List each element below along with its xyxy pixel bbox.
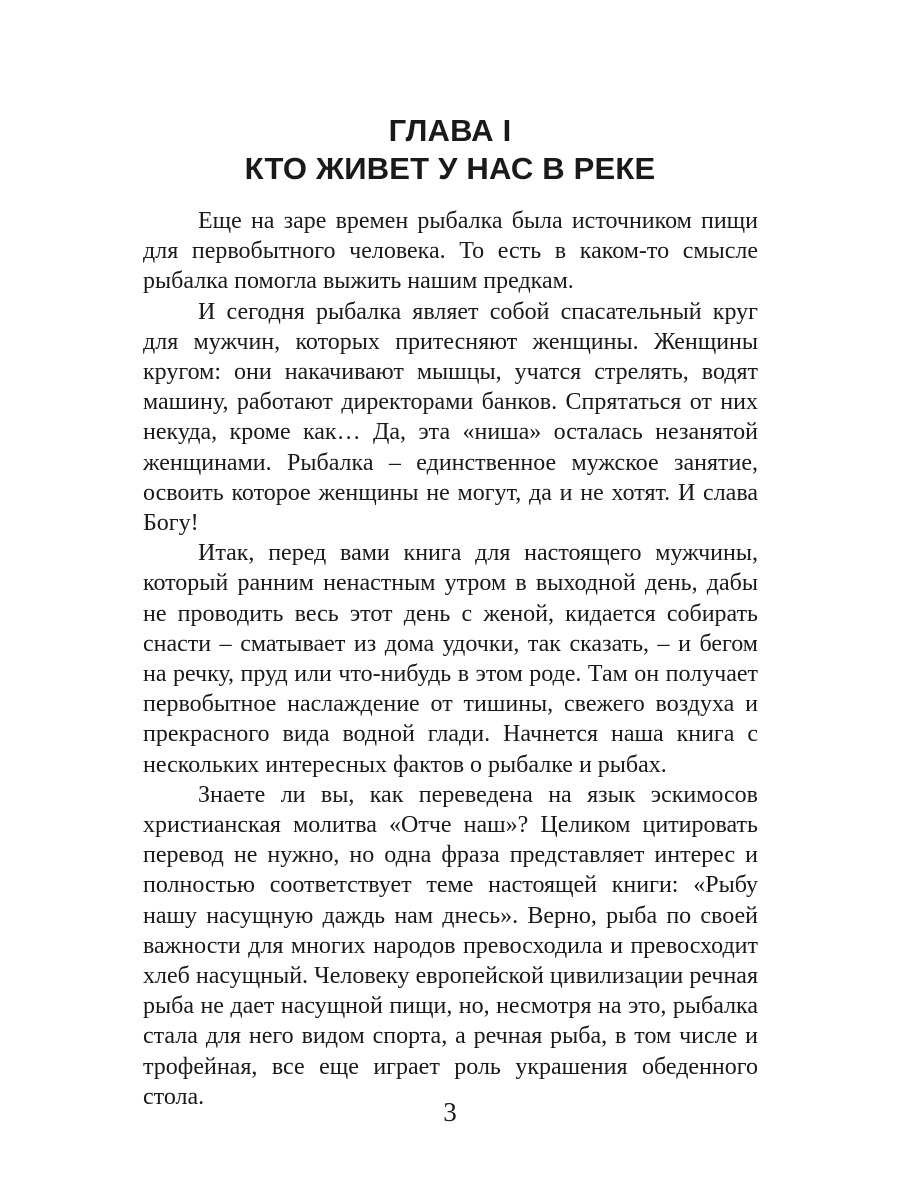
chapter-heading <box>140 112 760 188</box>
paragraph: Итак, перед вами книга для настоящего мужчины, который ранним ненастным утром в выходной день, дабы не проводить весь этот день с женой, кидается собирать снасти – сматывает из дома удочки, так сказать, – и бегом на речку, пруд или что-нибудь в этом роде. Там он получает первобытное наслаждение от тишины, свежего воздуха и прекрасного вида водной глади. Начнется наша книга с нескольких интересных фактов о рыбалке и рыбах. <box>143 540 758 778</box>
chapter-body <box>143 206 758 1112</box>
paragraph: И сегодня рыбалка являет собой спасательный круг для мужчин, которых притесняют женщины. Женщины кругом: они накачивают мышцы, учатся стрелять, водят машину, работают директорами банков. Спрятаться от них некуда, кроме как… Да, эта «ниша» осталась незанятой женщинами. Рыбалка – единственное мужское занятие, освоить которое женщины не могут, да и не хотят. И слава Богу! <box>143 298 758 537</box>
chapter-number: ГЛАВА I <box>388 113 512 148</box>
paragraph: Еще на заре времен рыбалка была источником пищи для первобытного человека. То есть в каком-то смысле рыбалка помогла выжить нашим предкам. <box>143 208 758 295</box>
page-number: 3 <box>443 1097 457 1127</box>
chapter-title: КТО ЖИВЕТ У НАС В РЕКЕ <box>244 151 656 186</box>
paragraph: Знаете ли вы, как переведена на язык эскимосов христианская молитва «Отче наш»? Целиком цитировать перевод не нужно, но одна фраза представляет интерес и полностью соответствует теме настоящей книги: «Рыбу нашу насущную даждь нам днесь». Верно, рыба по своей важности для многих народов превосходила и превосходит хлеб насущный. Человеку европейской цивилизации речная рыба не дает насущной пищи, но, несмотря на это, рыбалка стала для него видом спорта, а речная рыба, в том числе и трофейная, все еще играет роль украшения обеденного стола. <box>143 781 758 1110</box>
